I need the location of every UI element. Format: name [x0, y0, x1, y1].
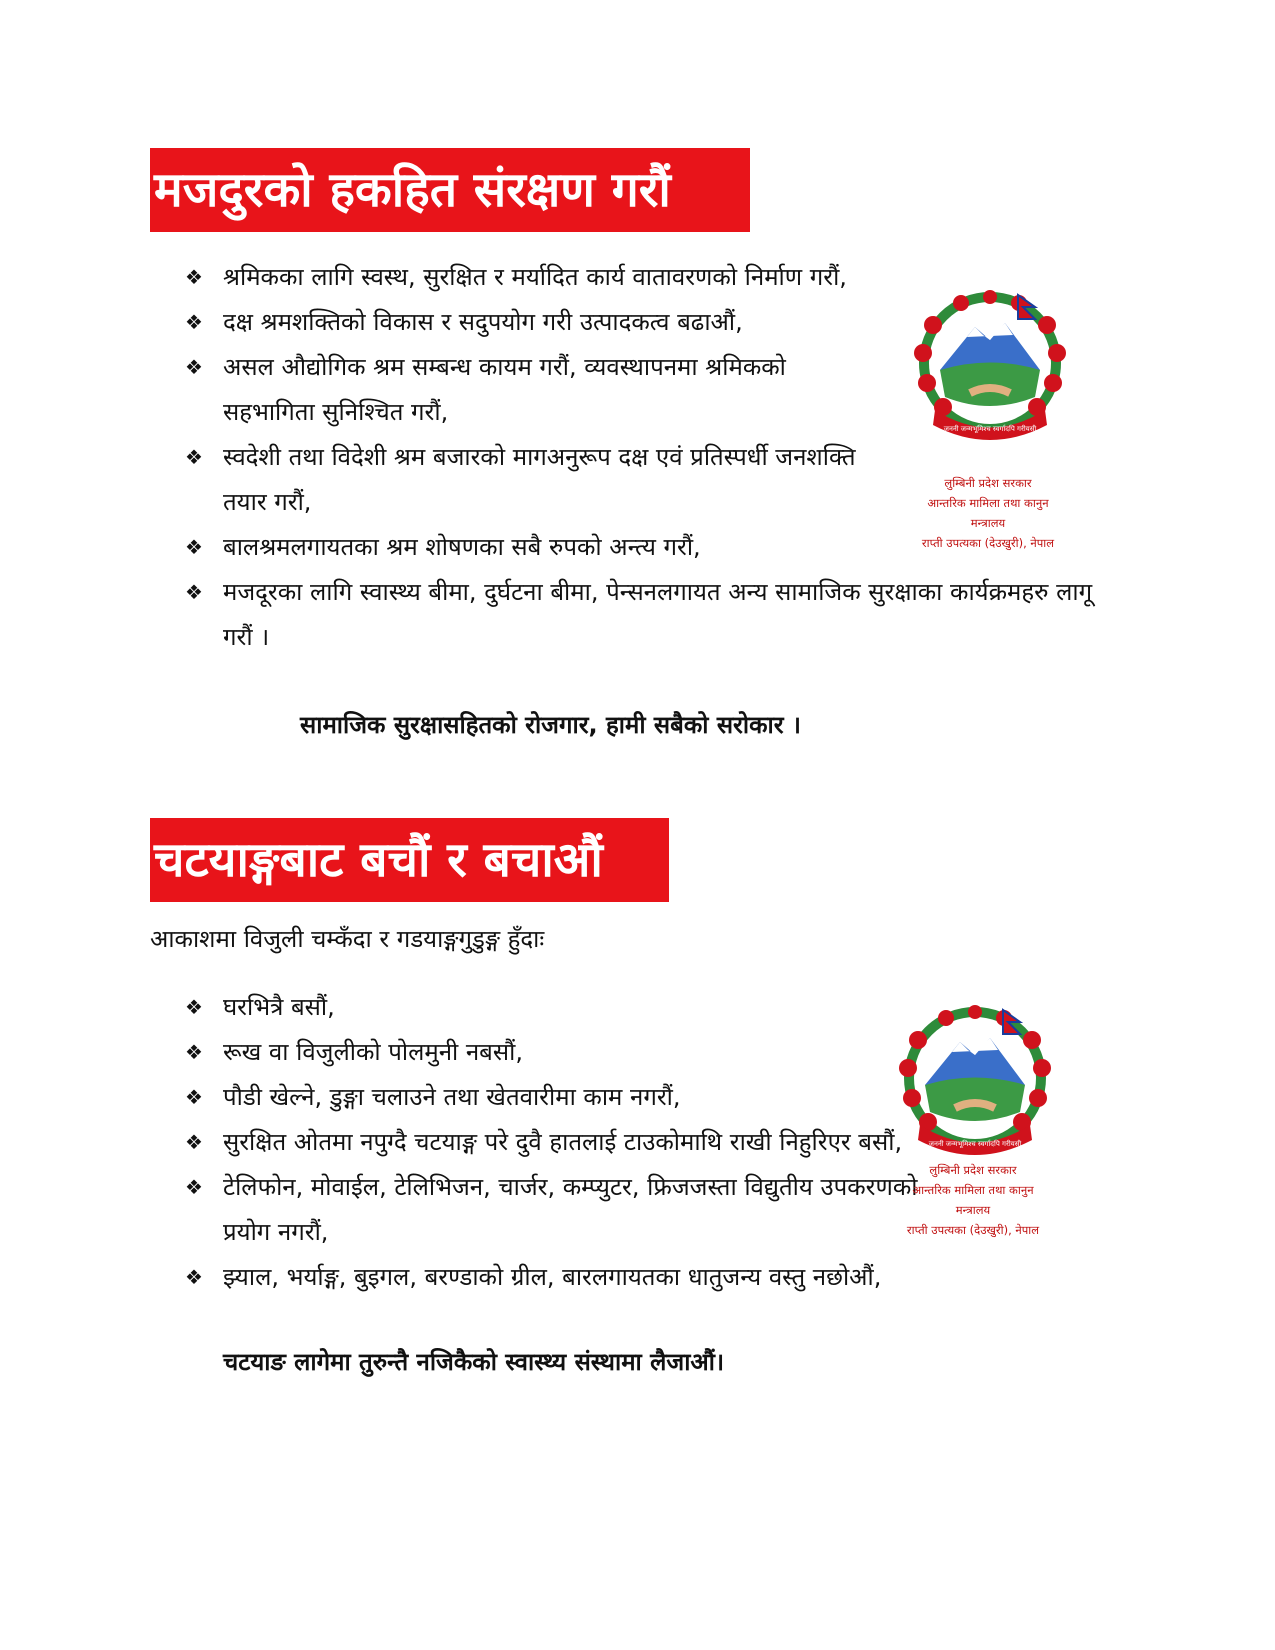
section1-title-banner: मजदुरको हकहित संरक्षण गरौं	[150, 148, 750, 232]
emblem-motto: जननी जन्मभूमिश्च स्वर्गादपि गरीयसी	[943, 425, 1037, 433]
emblem-caption: लुम्बिनी प्रदेश सरकार आन्तरिक मामिला तथा कानुन मन्त्रालय राप्ती उपत्यका (देउखुरी), नेपाल	[906, 1163, 1040, 1237]
list-item: ❖ रूख वा विजुलीको पोलमुनी नबसौं,	[185, 1030, 955, 1075]
section2-final-line: चटयाङ लागेमा तुरुन्तै नजिकैको स्वास्थ्य संस्थामा लैजाऔं।	[223, 1348, 725, 1376]
list-item: ❖ असल औद्योगिक श्रम सम्बन्ध कायम गरौं, व्यवस्थापनमा श्रमिकको सहभागिता सुनिश्चित गरौं,	[185, 345, 885, 435]
nepal-emblem-icon	[880, 1000, 1070, 1160]
diamond-bullet-icon: ❖	[185, 535, 203, 559]
section1-slogan: सामाजिक सुरक्षासहितको रोजगार, हामी सबैको सरोकार ।	[300, 711, 801, 739]
list-item: ❖ पौडी खेल्ने, डुङ्गा चलाउने तथा खेतवारीमा काम नगरौं,	[185, 1075, 955, 1120]
diamond-bullet-icon: ❖	[185, 1040, 203, 1064]
emblem-motto: जननी जन्मभूमिश्च स्वर्गादपि गरीयसी	[928, 1140, 1022, 1148]
list-item: ❖ श्रमिकका लागि स्वस्थ, सुरक्षित र मर्यादित कार्य वातावरणको निर्माण गरौं,	[185, 255, 885, 300]
list-item: ❖ मजदूरका लागि स्वास्थ्य बीमा, दुर्घटना बीमा, पेन्सनलगायत अन्य सामाजिक सुरक्षाका कार्यक्रमहरु लागू गरौं ।	[185, 570, 1103, 660]
list-item: ❖ झ्याल, भर्याङ्ग, बुइगल, बरण्डाको ग्रील, बारलगायतका धातुजन्य वस्तु नछोऔं,	[185, 1255, 1103, 1300]
diamond-bullet-icon: ❖	[185, 445, 203, 469]
list-item: ❖ स्वदेशी तथा विदेशी श्रम बजारको मागअनुरूप दक्ष एवं प्रतिस्पर्धी जनशक्ति तयार गरौं,	[185, 435, 885, 525]
list-item: ❖ टेलिफोन, मोवाईल, टेलिभिजन, चार्जर, कम्प्युटर, फ्रिजजस्ता विद्युतीय उपकरणको प्रयोग नगरौं,	[185, 1165, 955, 1255]
diamond-bullet-icon: ❖	[185, 1265, 203, 1289]
diamond-bullet-icon: ❖	[185, 1175, 203, 1199]
emblem-caption: लुम्बिनी प्रदेश सरकार आन्तरिक मामिला तथा कानुन मन्त्रालय राप्ती उपत्यका (देउखुरी), नेपाल	[921, 476, 1055, 550]
section2-intro: आकाशमा विजुली चम्कँदा र गडयाङ्गगुडुङ्ग हुँदाः	[150, 925, 545, 953]
diamond-bullet-icon: ❖	[185, 265, 203, 289]
section2-title-banner: चटयाङ्गबाट बचौं र बचाऔं	[150, 818, 669, 902]
diamond-bullet-icon: ❖	[185, 310, 203, 334]
diamond-bullet-icon: ❖	[185, 1130, 203, 1154]
list-item: ❖ घरभित्रै बसौं,	[185, 985, 955, 1030]
diamond-bullet-icon: ❖	[185, 580, 203, 604]
diamond-bullet-icon: ❖	[185, 355, 203, 379]
nepal-emblem-icon	[895, 285, 1085, 445]
list-item: ❖ सुरक्षित ओतमा नपुग्दै चटयाङ्ग परे दुवै हातलाई टाउकोमाथि राखी निहुरिएर बसौं,	[185, 1120, 955, 1165]
section2-bullet-list	[185, 985, 955, 1300]
list-item: ❖ बालश्रमलगायतका श्रम शोषणका सबै रुपको अन्त्य गरौं,	[185, 525, 1103, 570]
diamond-bullet-icon: ❖	[185, 1085, 203, 1109]
list-item: ❖ दक्ष श्रमशक्तिको विकास र सदुपयोग गरी उत्पादकत्व बढाऔं,	[185, 300, 885, 345]
diamond-bullet-icon: ❖	[185, 995, 203, 1019]
